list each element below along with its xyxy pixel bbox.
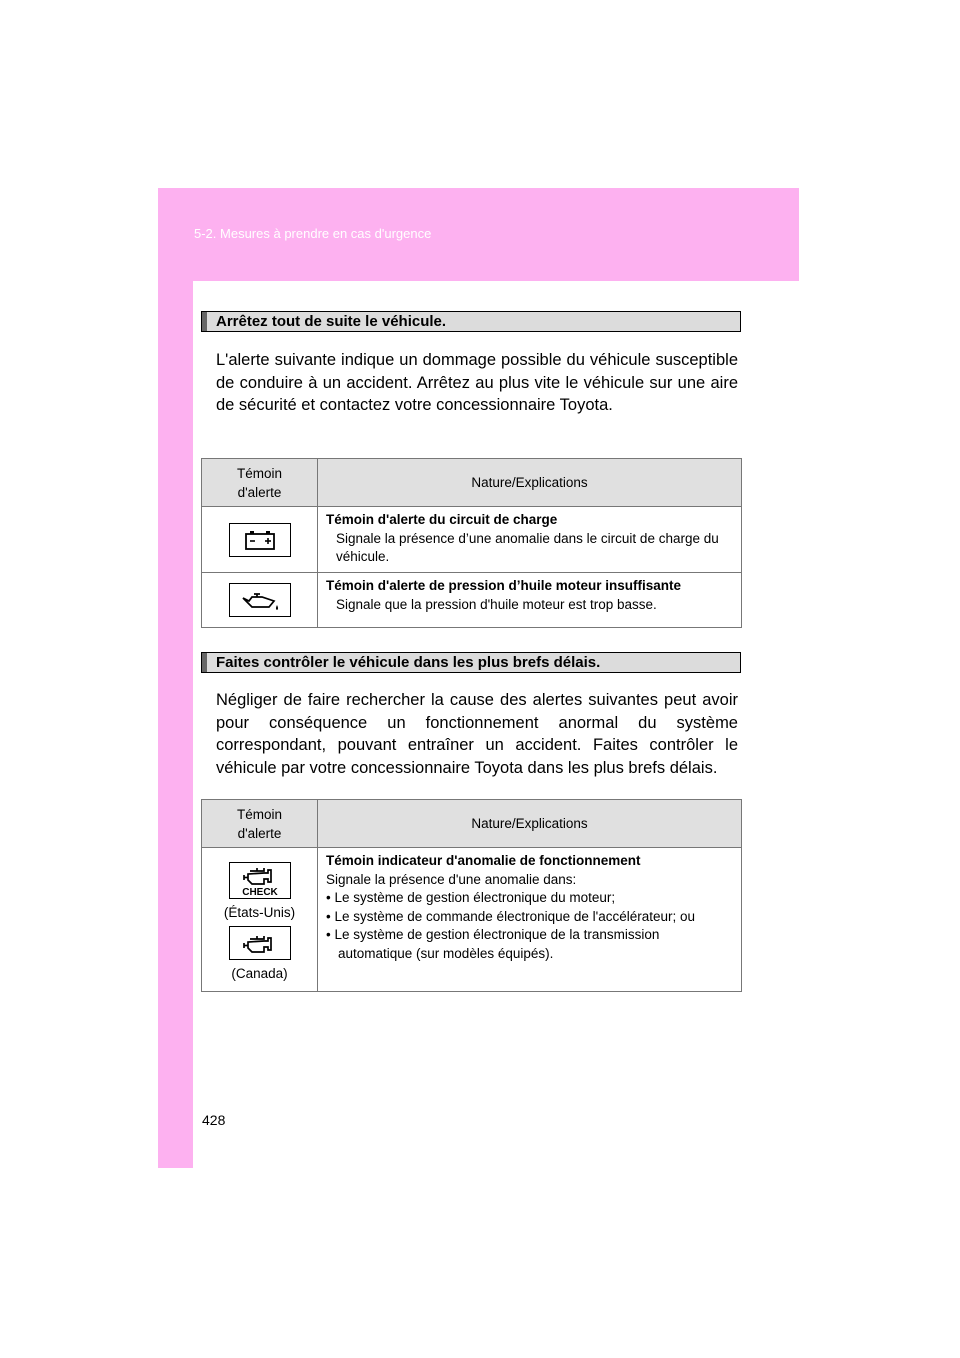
list-item: • Le système de gestion électronique du moteur; [326,890,616,905]
table-row [202,848,742,992]
svg-text:CHECK: CHECK [241,887,278,898]
warning-table [201,799,742,992]
section-bar-notch [202,312,207,331]
row-text: Signale que la pression d'huile moteur est trop basse. [336,596,657,612]
list-item: • Le système de commande électronique de l'accélérateur; ou [326,908,696,924]
section-paragraph: Négliger de faire rechercher la cause des alertes suivantes peut avoir pour conséquence un fonctionnement anormal du système correspondant, pouvant entraîner un accident. Faites contrôler le véhicule par votre concessionnaire Toyota dans les plus brefs délais. [216,691,738,777]
row-title: Témoin d'alerte de pression d’huile moteur insuffisante [326,578,682,593]
section-title: Arrêtez tout de suite le véhicule. [216,313,447,330]
oil-can-icon [229,583,291,617]
section-bar-notch [202,653,207,672]
warning-table [201,458,742,628]
row-text: Signale la présence d’une anomalie dans le circuit de charge du véhicule. [336,530,719,564]
section-title-bar [201,311,741,332]
list-item: • Le système de gestion électronique de la transmission automatique (sur modèles équipés). [326,927,660,961]
row-title: Témoin indicateur d'anomalie de fonctionnement [326,853,641,868]
section-title: Faites contrôler le véhicule dans les plus brefs délais. [216,654,601,671]
battery-icon [229,523,291,557]
row-intro: Signale la présence d'une anomalie dans: [326,871,577,887]
table-header-row [202,800,742,848]
column-header-indicator: Témoin d'alerte [202,459,318,507]
section-title-bar [201,652,741,673]
row-title: Témoin d'alerte du circuit de charge [326,512,558,527]
section-header: 5-2. Mesures à prendre en cas d'urgence [194,226,432,241]
column-header-indicator: Témoin d'alerte [202,800,318,848]
region-label: (Canada) [231,966,288,981]
column-header-explanation: Nature/Explications [318,459,742,507]
page-number: 428 [202,1112,226,1128]
side-strip [158,281,193,1168]
region-label: (États-Unis) [223,905,296,920]
column-header-explanation: Nature/Explications [318,800,742,848]
section-paragraph: L'alerte suivante indique un dommage possible du véhicule susceptible de conduire à un accident. Arrêtez au plus vite le véhicule sur une aire de sécurité et contactez votre concessionnaire Toyota. [216,351,738,414]
check-engine-icon [229,862,291,899]
table-header-row [202,459,742,507]
table-row [202,573,742,628]
table-row [202,507,742,573]
engine-icon [229,926,291,960]
